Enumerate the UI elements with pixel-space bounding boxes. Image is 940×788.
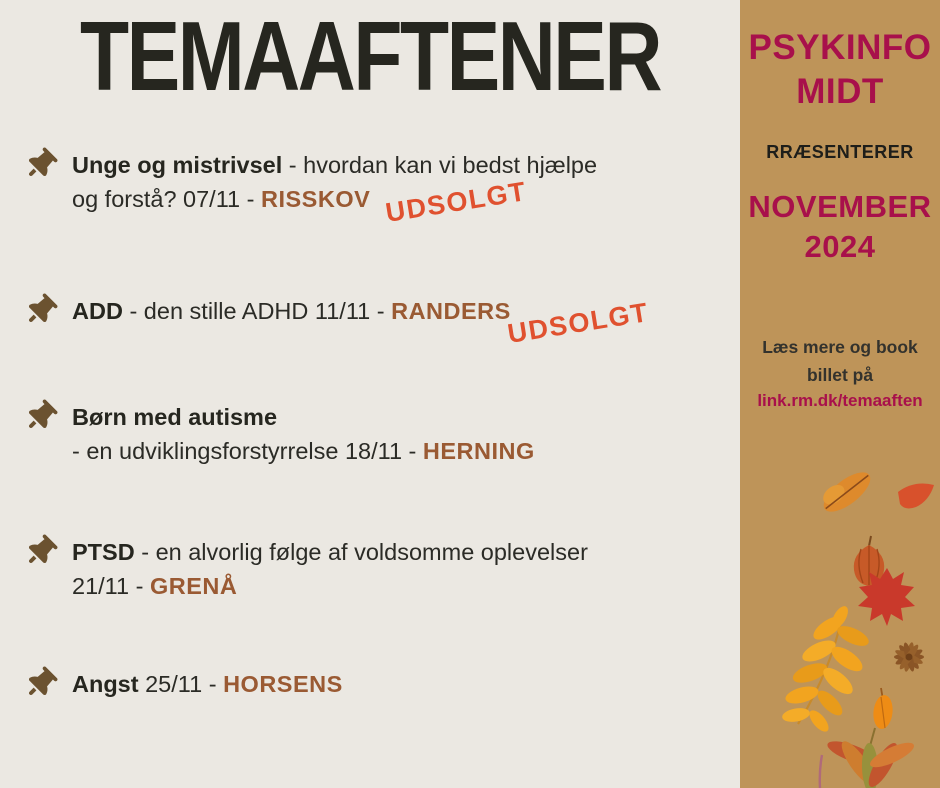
- event-item-add: [25, 294, 725, 349]
- oak-leaf-icon: [816, 464, 876, 519]
- event-text: [72, 667, 725, 701]
- event-topic: Børn med autisme: [72, 404, 278, 430]
- brand-name: [740, 26, 940, 114]
- event-city: HORSENS: [223, 671, 343, 697]
- event-topic: Angst: [72, 671, 139, 697]
- small-orange-leaf-icon: [872, 688, 894, 730]
- event-item-unge-og-mistrivsel: [25, 148, 725, 228]
- sold-out-stamp: UDSOLGT: [383, 176, 529, 228]
- month-label: [740, 187, 940, 267]
- cta-line1: Læs mere og book: [762, 337, 918, 357]
- month-line2: 2024: [804, 229, 876, 264]
- event-city: RANDERS: [391, 298, 511, 324]
- pushpin-icon: [19, 530, 63, 574]
- event-city: RISSKOV: [261, 186, 371, 212]
- event-text: [72, 400, 725, 468]
- brand-line1: PSYKINFO: [748, 28, 932, 67]
- cta-line2: billet på: [806, 365, 874, 385]
- sidebar: [740, 0, 940, 788]
- event-description: - en udviklingsforstyrrelse 18/11 -: [72, 438, 423, 464]
- event-description: - hvordan kan vi bedst hjælpe: [282, 152, 598, 178]
- event-text: [72, 535, 725, 603]
- thin-stem-icon: [820, 755, 822, 788]
- pushpin-icon: [19, 395, 63, 439]
- brand-line2: MIDT: [796, 72, 884, 111]
- event-item-born-med-autisme: [25, 400, 725, 468]
- presents-label: RRÆSENTERER: [766, 142, 914, 162]
- event-city: HERNING: [422, 438, 535, 464]
- creeper-leaf-icon: [825, 728, 917, 788]
- event-item-ptsd: [25, 535, 725, 603]
- pushpin-icon: [19, 143, 63, 187]
- event-topic: Unge og mistrivsel: [72, 152, 283, 178]
- event-description: - den stille ADHD 11/11 -: [122, 298, 392, 324]
- pushpin-icon: [19, 662, 63, 706]
- event-date: og forstå? 07/11 -: [72, 186, 261, 212]
- event-item-angst: [25, 667, 725, 701]
- autumn-leaves-decoration: [740, 450, 940, 788]
- rowan-leaf-icon: [781, 604, 871, 735]
- event-city: GRENÅ: [149, 573, 238, 599]
- physalis-icon: [854, 536, 884, 586]
- sold-out-stamp: UDSOLGT: [505, 297, 651, 349]
- event-topic: PTSD: [72, 539, 135, 565]
- star-anise-icon: [894, 642, 924, 673]
- booking-link: link.rm.dk/temaaften: [757, 391, 923, 410]
- event-description: - en alvorlig følge af voldsomme oplevelser: [134, 539, 588, 565]
- pushpin-icon: [19, 289, 63, 333]
- event-topic: ADD: [72, 298, 123, 324]
- event-date: 25/11 -: [138, 671, 224, 697]
- event-date: 21/11 -: [72, 573, 150, 599]
- month-line1: NOVEMBER: [748, 189, 932, 224]
- page-title: TEMAAFTENER: [79, 1, 661, 111]
- cta-text: [740, 333, 940, 389]
- red-leaf-fragment-icon: [898, 484, 934, 509]
